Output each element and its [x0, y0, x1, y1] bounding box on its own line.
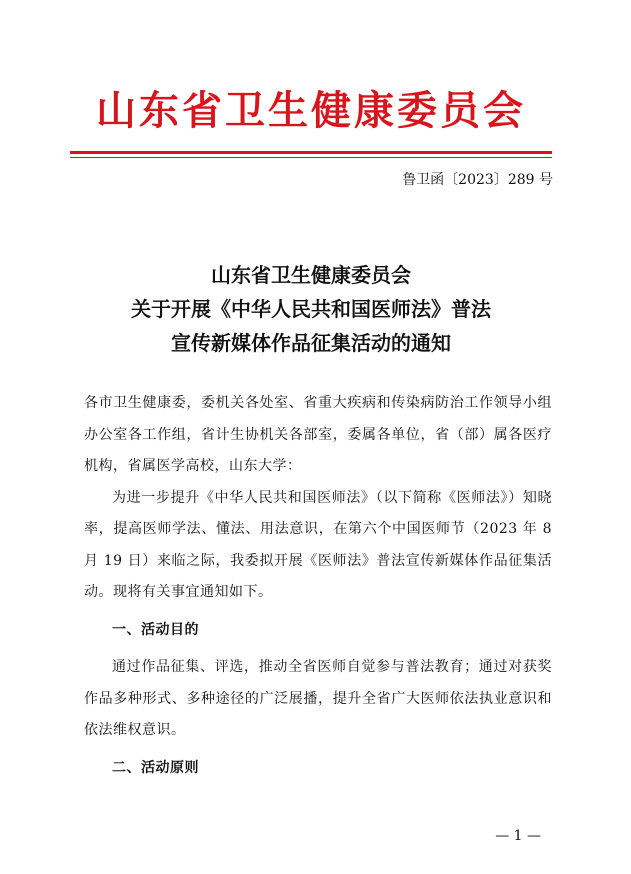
- document-body: [84, 388, 552, 784]
- issuing-authority-header: 山东省卫生健康委员会: [96, 88, 526, 134]
- section-heading-purpose: 一、活动目的: [112, 621, 199, 638]
- document-number: 鲁卫函〔2023〕289 号: [402, 172, 553, 188]
- intro-paragraph: 为进一步提升《中华人民共和国医师法》（以下简称《医师法》）知晓率，提高医师学法、懂法、用法意识，在第六个中国医师节（2023 年 8 月 19 日）来临之际，我委拟开展《医师法》普法宣传新媒体作品征集活动。现将有关事宜通知如下。: [84, 489, 552, 600]
- red-separator-line-thin: [70, 157, 552, 158]
- section-heading-principles: 二、活动原则: [112, 759, 199, 776]
- red-separator-line-thick: [70, 151, 552, 154]
- page-number: — 1 —: [495, 828, 541, 844]
- document-title: [70, 258, 552, 360]
- title-line-3: 宣传新媒体作品征集活动的通知: [171, 331, 451, 355]
- title-line-1: 山东省卫生健康委员会: [211, 263, 411, 287]
- section-purpose-paragraph: 通过作品征集、评选，推动全省医师自觉参与普法教育；通过对获奖作品多种形式、多种途径的广泛展播，提升全省广大医师依法执业意识和依法维权意识。: [84, 659, 552, 738]
- addressee-paragraph: 各市卫生健康委，委机关各处室、省重大疾病和传染病防治工作领导小组办公室各工作组，省计生协机关各部室，委属各单位，省（部）属各医疗机构，省属医学高校，山东大学：: [84, 395, 552, 474]
- title-line-2: 关于开展《中华人民共和国医师法》普法: [131, 297, 491, 321]
